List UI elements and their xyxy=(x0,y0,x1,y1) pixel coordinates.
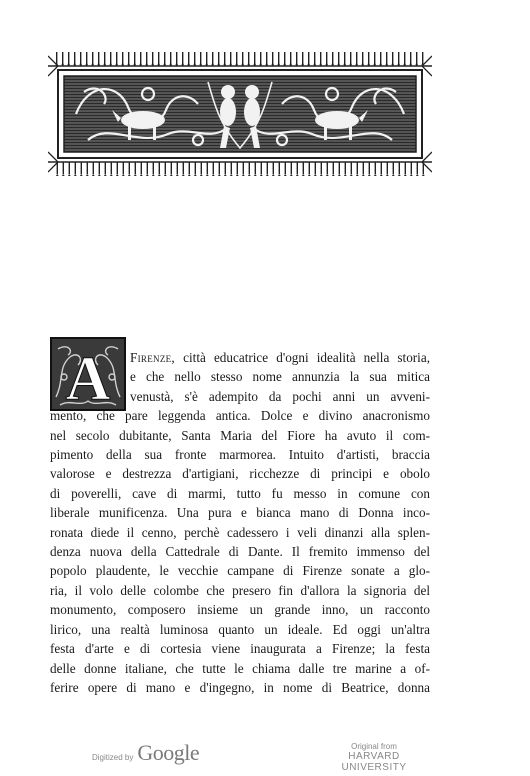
google-watermark xyxy=(92,740,199,766)
text-line-12: popolo plaudente, le vecchie campane di Firenze sonate a glo- xyxy=(50,563,430,579)
original-from-label: Original from xyxy=(351,742,397,751)
text-line-7: valorose e destrezza d'artigiani, ricchezze di principi e obolo xyxy=(50,466,430,482)
text-line-14: monumento, composero insieme un grande inno, un racconto xyxy=(50,602,430,618)
text-line-15: lirico, una realtà luminosa quanto un ideale. Ed oggi un'altra xyxy=(50,621,430,637)
text-line-17: delle donne italiane, che tutte le chiama dalle tre marine a of- xyxy=(50,660,430,676)
body-paragraph xyxy=(50,348,430,697)
text-line-4: mento, che pare leggenda antica. Dolce e divino anacronismo xyxy=(50,408,430,424)
harvard-watermark xyxy=(316,742,432,773)
text-line-3: venustà, s'è adempito da pochi anni un avveni- xyxy=(130,388,430,404)
text-line-18: ferire opere di mano e d'ingegno, in nome di Beatrice, donna xyxy=(50,679,430,695)
dropcap-letter: A xyxy=(65,345,111,411)
text-line-16: festa d'arte e di cortesia viene inaugurata a Firenze; la festa xyxy=(50,641,430,657)
text-line-9: liberale munificenza. Una pura e bianca mano di Donna inco- xyxy=(50,505,430,521)
ornamental-headpiece xyxy=(48,52,432,176)
google-logo: Google xyxy=(137,740,200,765)
text-line-13: ria, il volo delle colombe che presero fin d'allora la signoria del xyxy=(50,582,430,598)
text-line-6: pimento della sua fronte marmorea. Intuito d'artisti, braccia xyxy=(50,447,430,463)
text-line-1: Firenze, città educatrice d'ogni idealità nella storia, xyxy=(130,350,430,365)
harvard-university-label: HARVARD UNIVERSITY xyxy=(341,751,407,773)
text-line-2: e che nello stesso nome annunzia la sua mitica xyxy=(130,369,430,385)
text-line-5: nel secolo dubitante, Santa Maria del Fiore ha avuto il com- xyxy=(50,427,430,443)
text-line-8: di poverelli, cave di marmi, tutto fu messo in comune con xyxy=(50,485,430,501)
first-word: Firenze, xyxy=(130,350,176,365)
text-line-11: denza nuova della Cattedrale di Dante. Il fremito immenso del xyxy=(50,544,430,560)
text-line-10: ronata diede il cenno, perchè cadessero i veli dinanzi alla splen- xyxy=(50,524,430,540)
digitized-by-label: Digitized by xyxy=(92,753,134,762)
